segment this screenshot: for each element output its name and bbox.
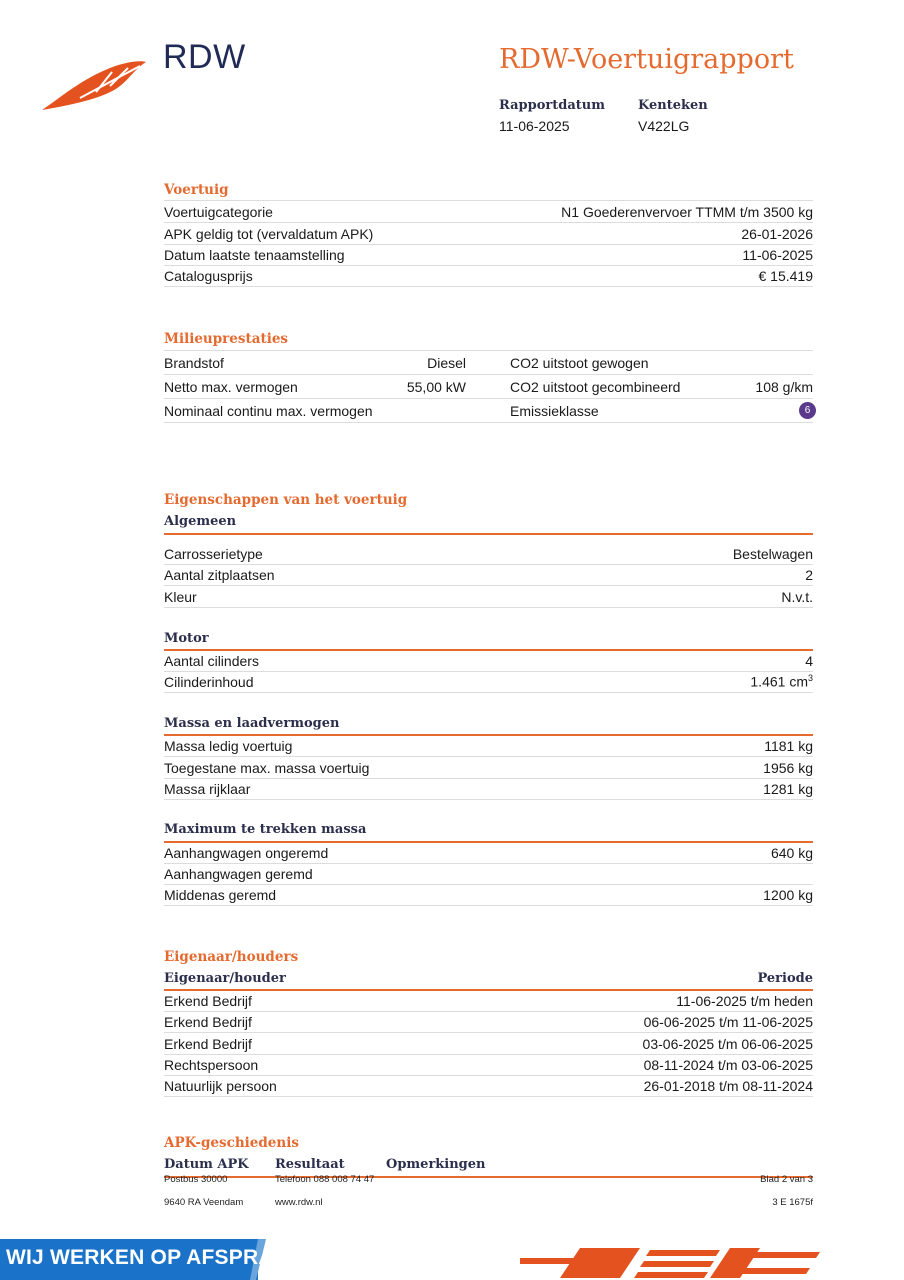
row-label: Erkend Bedrijf [164,1013,252,1030]
row-value: 11-06-2025 t/m heden [676,992,813,1009]
row-label: APK geldig tot (vervaldatum APK) [164,225,374,242]
row-label: Erkend Bedrijf [164,1035,252,1052]
table-row [164,244,813,266]
footer-code: 3 E 1675f [772,1197,813,1208]
row-label: Datum laatste tenaamstelling [164,246,345,263]
row-label: Voertuigcategorie [164,203,273,220]
footer-blad: Blad 2 van 3 [760,1174,813,1185]
motor-subhead: Motor [164,631,209,646]
row-label: Middenas geremd [164,886,277,903]
rapportdatum-value: 11-06-2025 [499,118,570,134]
row-value: 11-06-2025 [742,246,813,263]
table-row [164,650,813,672]
row-value: 108 g/km [755,379,813,395]
row-label: Aanhangwagen ongeremd [164,844,329,861]
table-row [164,351,813,375]
row-label: Erkend Bedrijf [164,992,252,1009]
trekken-subhead: Maximum te trekken massa [164,822,367,837]
row-value: 26-01-2018 t/m 08-11-2024 [643,1077,813,1094]
table-row [164,586,813,608]
footer-plaats: 9640 RA Veendam [164,1197,244,1208]
row-value: 2 [805,566,813,583]
table-row [164,863,813,885]
row-label: Aantal zitplaatsen [164,566,275,583]
kenteken-value: V422LG [638,118,690,134]
banner-text: WIJ WERKEN OP AFSPRAAK [6,1246,305,1269]
logo-text: RDW [163,38,246,76]
row-value: 1181 kg [764,737,813,754]
row-label: Carrosserietype [164,545,263,562]
opmerkingen-col-header: Opmerkingen [386,1157,486,1172]
table-row [164,375,813,399]
report-title: RDW-Voertuigrapport [499,44,794,75]
row-value: 1956 kg [763,759,813,776]
row-label: Cilinderinhoud [164,673,254,690]
row-label: CO2 uitstoot gewogen [510,355,649,371]
row-value: Bestelwagen [732,545,813,562]
row-value: 03-06-2025 t/m 06-06-2025 [642,1035,813,1052]
datum-apk-col-header: Datum APK [164,1157,249,1172]
row-value: N.v.t. [781,588,813,605]
row-value: N1 Goederenvervoer TTMM t/m 3500 kg [561,203,813,220]
table-row [164,201,813,223]
table-row [164,399,813,423]
eigenaar-section-title: Eigenaar/houders [164,949,299,965]
row-value: 1200 kg [763,886,813,903]
rdw-logo-icon [40,58,148,114]
table-row [164,990,813,1012]
row-label: Catalogusprijs [164,267,253,284]
row-label: Massa ledig voertuig [164,737,293,754]
unit-superscript: 3 [807,673,813,684]
row-label: Massa rijklaar [164,780,251,797]
milieu-section-title: Milieuprestaties [164,331,289,347]
massa-subhead: Massa en laadvermogen [164,716,340,731]
footer-website: www.rdw.nl [275,1197,323,1208]
row-value: 26-01-2026 [741,225,813,242]
table-row [164,543,813,565]
kenteken-label: Kenteken [638,98,708,113]
row-label: Rechtspersoon [164,1056,259,1073]
row-label: Aanhangwagen geremd [164,865,313,882]
row-value: 4 [805,652,813,669]
row-label: CO2 uitstoot gecombineerd [510,379,681,395]
table-row [164,735,813,757]
row-value: 55,00 kW [406,379,466,395]
cilinderinhoud-value: 1.461 cm [750,673,808,690]
table-row [164,1075,813,1097]
algemeen-subhead: Algemeen [164,514,237,529]
table-row [164,671,813,693]
apk-section-title: APK-geschiedenis [164,1135,299,1151]
table-row [164,1011,813,1033]
row-label: Emissieklasse [510,403,599,419]
table-row [164,842,813,864]
row-value: 06-06-2025 t/m 11-06-2025 [643,1013,813,1030]
footer-telefoon: Telefoon 088 008 74 47 [275,1174,375,1185]
table-row [164,1033,813,1055]
row-label: Toegestane max. massa voertuig [164,759,370,776]
periode-col-header: Periode [757,971,813,986]
rapportdatum-label: Rapportdatum [499,98,605,113]
speed-stripes-icon [520,1246,880,1280]
row-label: Aantal cilinders [164,652,259,669]
divider [164,1176,813,1178]
divider [164,533,813,535]
emissieklasse-badge: 6 [799,402,816,419]
table-row [164,1054,813,1076]
table-row [164,778,813,800]
row-value: Diesel [427,355,466,371]
resultaat-col-header: Resultaat [275,1157,345,1172]
row-value [750,673,813,690]
table-row [164,223,813,245]
voertuig-section-title: Voertuig [164,182,229,198]
table-row [164,884,813,906]
table-row [164,757,813,779]
row-value: € 15.419 [758,267,813,284]
table-row [164,265,813,287]
row-label: Kleur [164,588,197,605]
row-label: Natuurlijk persoon [164,1077,277,1094]
row-value: 08-11-2024 t/m 03-06-2025 [643,1056,813,1073]
footer-postbus: Postbus 30000 [164,1174,228,1185]
eigenschappen-section-title: Eigenschappen van het voertuig [164,492,408,508]
row-label: Netto max. vermogen [164,379,298,395]
row-label: Nominaal continu max. vermogen [164,403,373,419]
table-row [164,564,813,586]
row-value: 1281 kg [763,780,813,797]
row-label: Brandstof [164,355,224,371]
eigenaar-col-header: Eigenaar/houder [164,971,286,986]
row-value: 640 kg [770,844,813,861]
